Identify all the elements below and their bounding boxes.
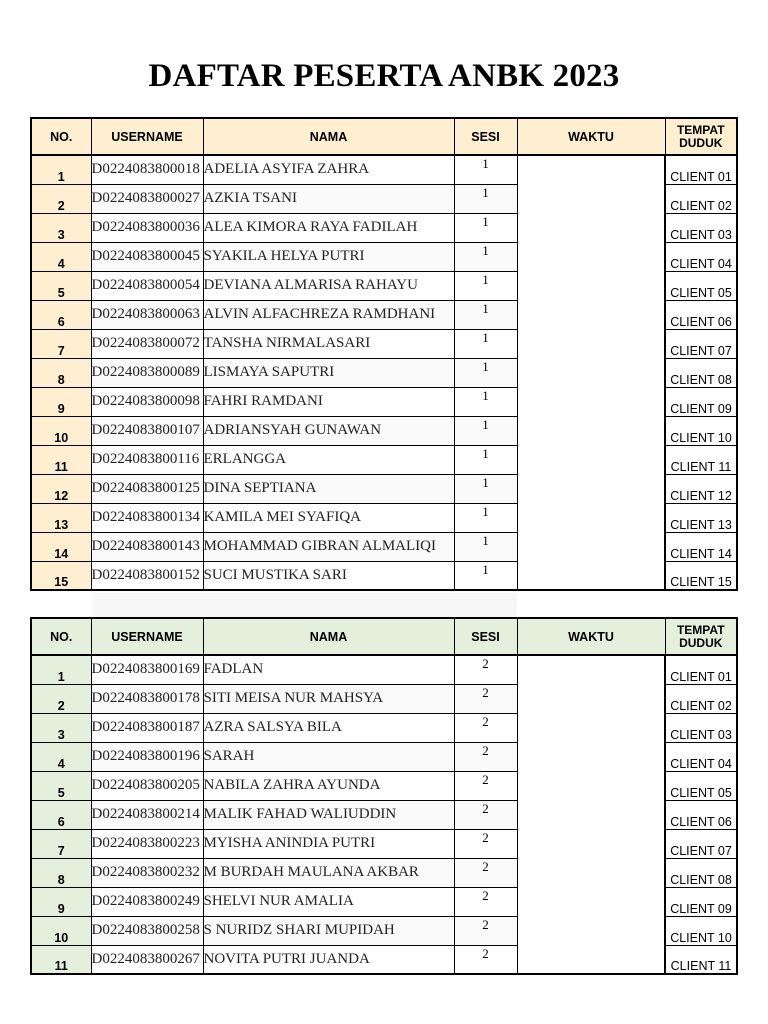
session-cell: 2 [454, 742, 517, 771]
row-number: 4 [31, 742, 91, 771]
seat-cell: CLIENT 09 [665, 887, 737, 916]
name-cell: MYISHA ANINDIA PUTRI [203, 829, 454, 858]
username-cell: D0224083800089 [91, 358, 203, 387]
name-cell: DINA SEPTIANA [203, 474, 454, 503]
header-sesi: SESI [454, 118, 517, 155]
session-cell: 1 [454, 184, 517, 213]
seat-cell: CLIENT 05 [665, 271, 737, 300]
row-number: 5 [31, 271, 91, 300]
seat-cell: CLIENT 01 [665, 155, 737, 184]
username-cell: D0224083800036 [91, 213, 203, 242]
username-cell: D0224083800143 [91, 532, 203, 561]
session-cell: 1 [454, 329, 517, 358]
username-cell: D0224083800267 [91, 945, 203, 974]
row-number: 9 [31, 387, 91, 416]
name-cell: LISMAYA SAPUTRI [203, 358, 454, 387]
row-number: 2 [31, 684, 91, 713]
name-cell: AZKIA TSANI [203, 184, 454, 213]
seat-cell: CLIENT 04 [665, 242, 737, 271]
page-title: DAFTAR PESERTA ANBK 2023 [148, 58, 620, 94]
seat-cell: CLIENT 08 [665, 858, 737, 887]
session-cell: 2 [454, 684, 517, 713]
username-cell: D0224083800169 [91, 655, 203, 684]
row-number: 2 [31, 184, 91, 213]
row-number: 15 [31, 561, 91, 590]
seat-cell: CLIENT 02 [665, 684, 737, 713]
username-cell: D0224083800107 [91, 416, 203, 445]
seat-cell: CLIENT 13 [665, 503, 737, 532]
seat-cell: CLIENT 02 [665, 184, 737, 213]
seat-cell: CLIENT 10 [665, 416, 737, 445]
header-nama: NAMA [203, 618, 454, 655]
session-cell: 2 [454, 916, 517, 945]
seat-cell: CLIENT 12 [665, 474, 737, 503]
waktu-cell [517, 655, 665, 974]
username-cell: D0224083800098 [91, 387, 203, 416]
name-cell: MOHAMMAD GIBRAN ALMALIQI [203, 532, 454, 561]
session-cell: 2 [454, 945, 517, 974]
waktu-cell [517, 155, 665, 590]
name-cell: FADLAN [203, 655, 454, 684]
username-cell: D0224083800045 [91, 242, 203, 271]
seat-cell: CLIENT 10 [665, 916, 737, 945]
row-number: 1 [31, 155, 91, 184]
name-cell: S NURIDZ SHARI MUPIDAH [203, 916, 454, 945]
name-cell: ADELIA ASYIFA ZAHRA [203, 155, 454, 184]
username-cell: D0224083800018 [91, 155, 203, 184]
seat-cell: CLIENT 07 [665, 329, 737, 358]
username-cell: D0224083800116 [91, 445, 203, 474]
name-cell: MALIK FAHAD WALIUDDIN [203, 800, 454, 829]
seat-cell: CLIENT 01 [665, 655, 737, 684]
row-number: 13 [31, 503, 91, 532]
session-cell: 1 [454, 561, 517, 590]
session-cell: 1 [454, 271, 517, 300]
name-cell: AZRA SALSYA BILA [203, 713, 454, 742]
row-number: 10 [31, 416, 91, 445]
row-number: 1 [31, 655, 91, 684]
row-number: 3 [31, 213, 91, 242]
session-cell: 1 [454, 532, 517, 561]
name-cell: ALEA KIMORA RAYA FADILAH [203, 213, 454, 242]
row-number: 5 [31, 771, 91, 800]
seat-cell: CLIENT 03 [665, 213, 737, 242]
header-no: NO. [31, 118, 91, 155]
username-cell: D0224083800214 [91, 800, 203, 829]
session-2-table [30, 617, 738, 975]
seat-cell: CLIENT 08 [665, 358, 737, 387]
header-tempat-line2: DUDUK [679, 135, 723, 150]
username-cell: D0224083800232 [91, 858, 203, 887]
row-number: 6 [31, 300, 91, 329]
session-cell: 2 [454, 655, 517, 684]
name-cell: M BURDAH MAULANA AKBAR [203, 858, 454, 887]
session-cell: 2 [454, 713, 517, 742]
name-cell: KAMILA MEI SYAFIQA [203, 503, 454, 532]
row-number: 7 [31, 329, 91, 358]
session-cell: 2 [454, 800, 517, 829]
row-number: 14 [31, 532, 91, 561]
row-number: 7 [31, 829, 91, 858]
row-number: 4 [31, 242, 91, 271]
table-header-row [31, 118, 737, 155]
seat-cell: CLIENT 04 [665, 742, 737, 771]
seat-cell: CLIENT 05 [665, 771, 737, 800]
session-cell: 1 [454, 213, 517, 242]
session-cell: 2 [454, 858, 517, 887]
header-tempat-line1: TEMPAT [676, 622, 725, 637]
session-cell: 2 [454, 771, 517, 800]
session-cell: 1 [454, 416, 517, 445]
username-cell: D0224083800187 [91, 713, 203, 742]
seat-cell: CLIENT 11 [665, 445, 737, 474]
name-cell: ERLANGGA [203, 445, 454, 474]
table-row [31, 155, 737, 184]
session-cell: 1 [454, 155, 517, 184]
row-number: 11 [31, 945, 91, 974]
name-cell: TANSHA NIRMALASARI [203, 329, 454, 358]
name-cell: ADRIANSYAH GUNAWAN [203, 416, 454, 445]
name-cell: SUCI MUSTIKA SARI [203, 561, 454, 590]
username-cell: D0224083800072 [91, 329, 203, 358]
username-cell: D0224083800205 [91, 771, 203, 800]
session-cell: 2 [454, 829, 517, 858]
row-number: 10 [31, 916, 91, 945]
seat-cell: CLIENT 15 [665, 561, 737, 590]
username-cell: D0224083800134 [91, 503, 203, 532]
name-cell: FAHRI RAMDANI [203, 387, 454, 416]
username-cell: D0224083800258 [91, 916, 203, 945]
name-cell: SYAKILA HELYA PUTRI [203, 242, 454, 271]
seat-cell: CLIENT 11 [665, 945, 737, 974]
username-cell: D0224083800063 [91, 300, 203, 329]
seat-cell: CLIENT 14 [665, 532, 737, 561]
blank-area [92, 593, 517, 617]
session-cell: 1 [454, 387, 517, 416]
seat-cell: CLIENT 07 [665, 829, 737, 858]
name-cell: DEVIANA ALMARISA RAHAYU [203, 271, 454, 300]
header-tempat-line2: DUDUK [679, 635, 723, 650]
row-number: 12 [31, 474, 91, 503]
table-header-row [31, 618, 737, 655]
session-cell: 1 [454, 474, 517, 503]
name-cell: SARAH [203, 742, 454, 771]
header-tempat-duduk [665, 118, 737, 155]
name-cell: NABILA ZAHRA AYUNDA [203, 771, 454, 800]
session-cell: 1 [454, 445, 517, 474]
row-number: 8 [31, 858, 91, 887]
header-sesi: SESI [454, 618, 517, 655]
header-no: NO. [31, 618, 91, 655]
name-cell: SITI MEISA NUR MAHSYA [203, 684, 454, 713]
header-nama: NAMA [203, 118, 454, 155]
session-1-table [30, 117, 738, 591]
username-cell: D0224083800054 [91, 271, 203, 300]
username-cell: D0224083800223 [91, 829, 203, 858]
name-cell: ALVIN ALFACHREZA RAMDHANI [203, 300, 454, 329]
session-cell: 1 [454, 358, 517, 387]
row-number: 8 [31, 358, 91, 387]
session-cell: 2 [454, 887, 517, 916]
header-waktu: WAKTU [517, 118, 665, 155]
session-cell: 1 [454, 242, 517, 271]
row-number: 3 [31, 713, 91, 742]
username-cell: D0224083800027 [91, 184, 203, 213]
row-number: 6 [31, 800, 91, 829]
header-tempat-duduk [665, 618, 737, 655]
session-cell: 1 [454, 300, 517, 329]
table-row [31, 655, 737, 684]
row-number: 11 [31, 445, 91, 474]
header-username: USERNAME [91, 118, 203, 155]
username-cell: D0224083800196 [91, 742, 203, 771]
seat-cell: CLIENT 03 [665, 713, 737, 742]
header-tempat-line1: TEMPAT [676, 122, 725, 137]
row-number: 9 [31, 887, 91, 916]
name-cell: NOVITA PUTRI JUANDA [203, 945, 454, 974]
name-cell: SHELVI NUR AMALIA [203, 887, 454, 916]
header-waktu: WAKTU [517, 618, 665, 655]
username-cell: D0224083800249 [91, 887, 203, 916]
seat-cell: CLIENT 06 [665, 800, 737, 829]
session-cell: 1 [454, 503, 517, 532]
username-cell: D0224083800152 [91, 561, 203, 590]
seat-cell: CLIENT 06 [665, 300, 737, 329]
header-username: USERNAME [91, 618, 203, 655]
username-cell: D0224083800178 [91, 684, 203, 713]
seat-cell: CLIENT 09 [665, 387, 737, 416]
username-cell: D0224083800125 [91, 474, 203, 503]
